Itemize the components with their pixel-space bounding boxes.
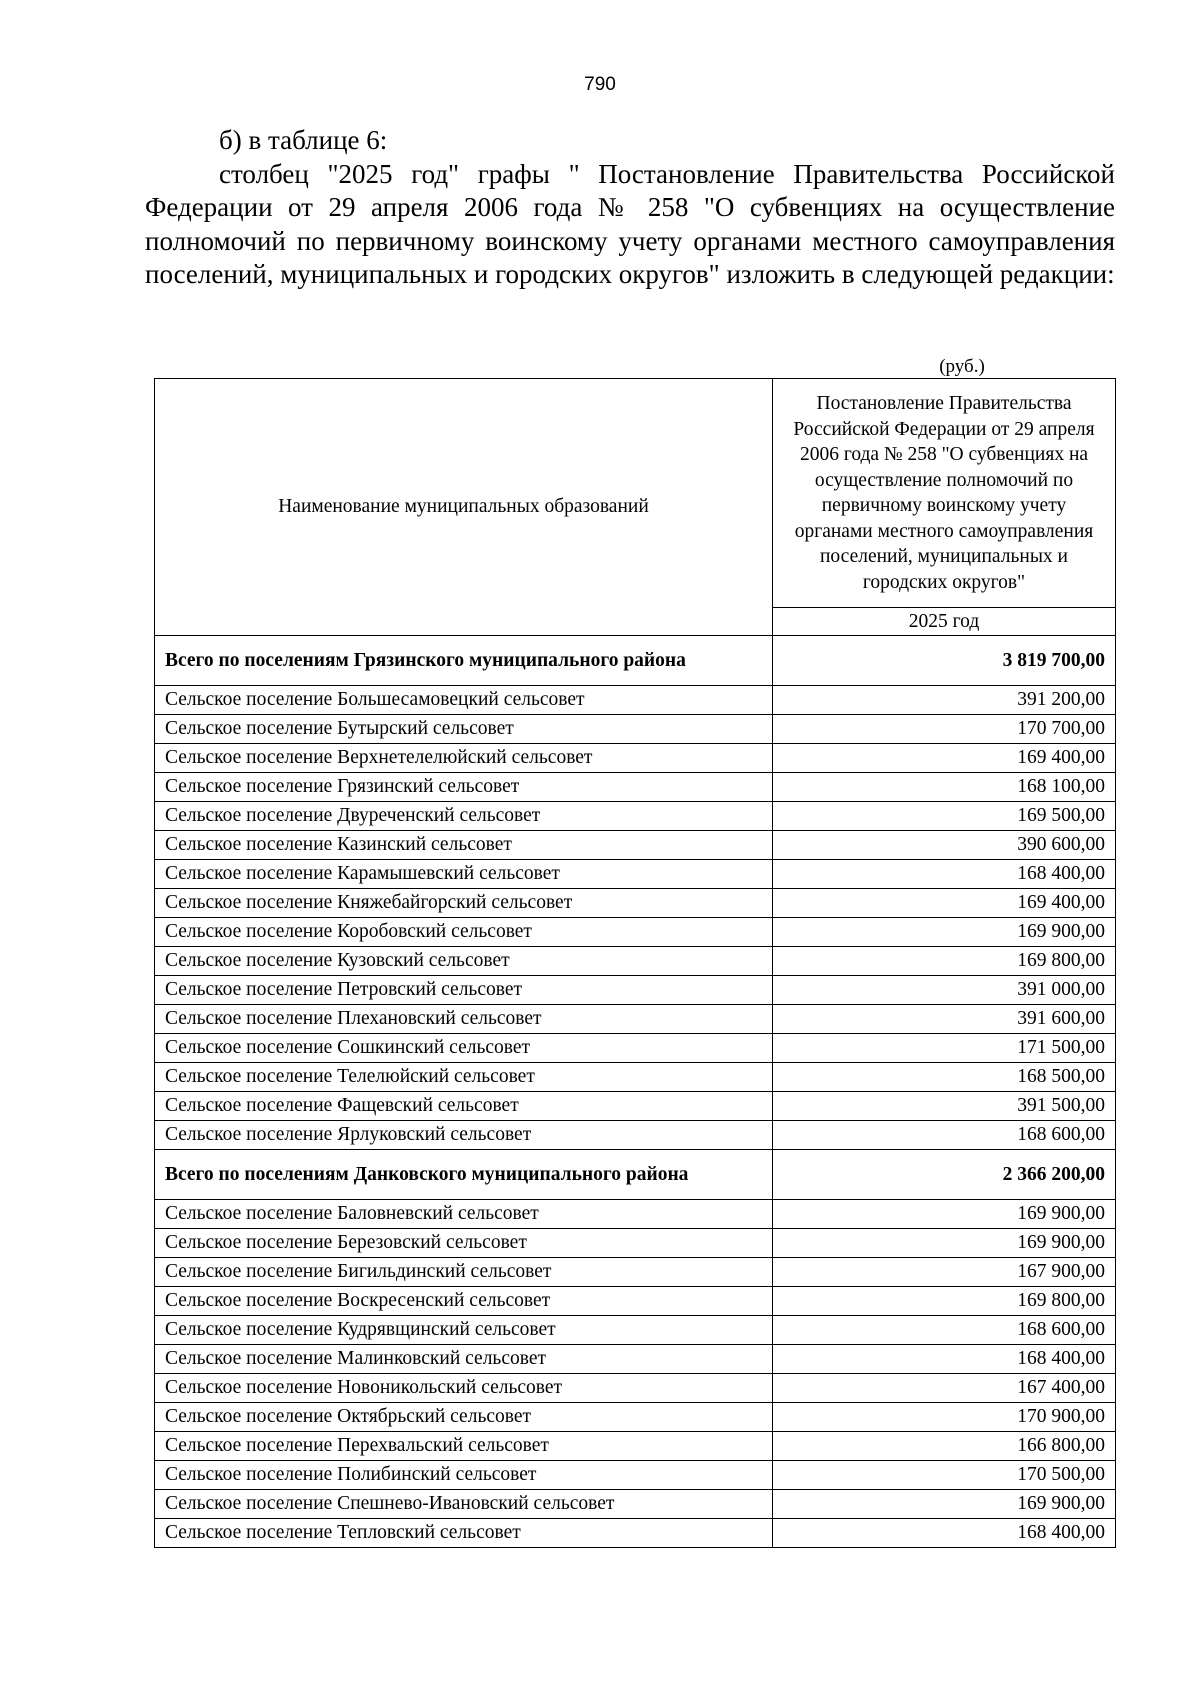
table-row [155, 744, 1116, 773]
municipality-name: Сельское поселение Кузовский сельсовет [155, 947, 773, 976]
table-row [155, 831, 1116, 860]
amount-value: 170 500,00 [773, 1461, 1116, 1490]
amount-value: 169 400,00 [773, 889, 1116, 918]
municipality-name: Сельское поселение Малинковский сельсовет [155, 1345, 773, 1374]
municipality-name: Сельское поселение Ярлуковский сельсовет [155, 1121, 773, 1150]
amount-value: 391 000,00 [773, 976, 1116, 1005]
municipality-name: Сельское поселение Перехвальский сельсовет [155, 1432, 773, 1461]
header-year-cell: 2025 год [773, 608, 1116, 636]
table-total-row [155, 1150, 1116, 1200]
intro-line: б) в таблице 6: [219, 125, 388, 155]
municipality-name: Сельское поселение Березовский сельсовет [155, 1229, 773, 1258]
municipality-name: Сельское поселение Княжебайгорский сельсовет [155, 889, 773, 918]
municipality-name: Сельское поселение Плехановский сельсовет [155, 1005, 773, 1034]
amount-value: 171 500,00 [773, 1034, 1116, 1063]
municipality-name: Сельское поселение Карамышевский сельсовет [155, 860, 773, 889]
municipality-name: Сельское поселение Сошкинский сельсовет [155, 1034, 773, 1063]
amount-value: 170 700,00 [773, 715, 1116, 744]
amount-value: 169 500,00 [773, 802, 1116, 831]
municipality-name: Сельское поселение Воскресенский сельсовет [155, 1287, 773, 1316]
amount-value: 169 900,00 [773, 1229, 1116, 1258]
amount-value: 391 500,00 [773, 1092, 1116, 1121]
municipality-name: Всего по поселениям Грязинского муниципального района [155, 636, 773, 686]
table-row [155, 976, 1116, 1005]
table-row [155, 1461, 1116, 1490]
header-name-cell: Наименование муниципальных образований [155, 379, 773, 636]
municipality-name: Сельское поселение Петровский сельсовет [155, 976, 773, 1005]
municipality-name: Сельское поселение Казинский сельсовет [155, 831, 773, 860]
table-row [155, 1121, 1116, 1150]
table-row [155, 1403, 1116, 1432]
municipality-name: Сельское поселение Спешнево-Ивановский сельсовет [155, 1490, 773, 1519]
amount-value: 391 600,00 [773, 1005, 1116, 1034]
table-row [155, 686, 1116, 715]
municipality-name: Сельское поселение Полибинский сельсовет [155, 1461, 773, 1490]
intro-paragraph: столбец "2025 год" графы " Постановление Правительства Российской Федерации от 29 апреля 2006 года № 258 "О субвенциях на осуществление полномочий по первичному воинскому учету органами местного самоуправления поселений, муниципальных и городских округов" изложить в следующей редакции: [145, 158, 1115, 289]
amount-value: 167 900,00 [773, 1258, 1116, 1287]
intro-text [145, 124, 1115, 292]
municipality-name: Сельское поселение Кудрявщинский сельсовет [155, 1316, 773, 1345]
table-total-row [155, 636, 1116, 686]
table-row [155, 1519, 1116, 1548]
header-description-cell: Постановление Правительства Российской Федерации от 29 апреля 2006 года № 258 "О субвенциях на осуществление полномочий по первичному воинскому учету органами местного самоуправления поселений, муниципальных и городских округов" [773, 379, 1116, 608]
table-row [155, 1316, 1116, 1345]
amount-value: 169 900,00 [773, 1200, 1116, 1229]
municipality-name: Сельское поселение Грязинский сельсовет [155, 773, 773, 802]
table-row [155, 1490, 1116, 1519]
amount-value: 168 600,00 [773, 1316, 1116, 1345]
municipality-name: Сельское поселение Баловневский сельсовет [155, 1200, 773, 1229]
table-row [155, 1345, 1116, 1374]
municipality-name: Сельское поселение Телелюйский сельсовет [155, 1063, 773, 1092]
amount-value: 169 800,00 [773, 947, 1116, 976]
amount-value: 168 600,00 [773, 1121, 1116, 1150]
amount-value: 168 400,00 [773, 1345, 1116, 1374]
page-number: 790 [584, 74, 616, 95]
amount-value: 169 900,00 [773, 918, 1116, 947]
table-row [155, 1432, 1116, 1461]
amount-value: 168 400,00 [773, 1519, 1116, 1548]
amount-value: 168 500,00 [773, 1063, 1116, 1092]
amount-value: 167 400,00 [773, 1374, 1116, 1403]
municipality-name: Сельское поселение Новоникольский сельсовет [155, 1374, 773, 1403]
amount-value: 166 800,00 [773, 1432, 1116, 1461]
table-row [155, 1200, 1116, 1229]
amount-value: 170 900,00 [773, 1403, 1116, 1432]
table-row [155, 1258, 1116, 1287]
amount-value: 169 800,00 [773, 1287, 1116, 1316]
municipality-name: Сельское поселение Фащевский сельсовет [155, 1092, 773, 1121]
table-row [155, 773, 1116, 802]
amount-value: 168 100,00 [773, 773, 1116, 802]
municipality-name: Сельское поселение Тепловский сельсовет [155, 1519, 773, 1548]
table-row [155, 715, 1116, 744]
table-row [155, 918, 1116, 947]
table-row [155, 1092, 1116, 1121]
municipality-name: Сельское поселение Октябрьский сельсовет [155, 1403, 773, 1432]
table-row [155, 860, 1116, 889]
amount-value: 169 400,00 [773, 744, 1116, 773]
table-row [155, 802, 1116, 831]
amount-value: 391 200,00 [773, 686, 1116, 715]
table-row [155, 1063, 1116, 1092]
table-header-row [155, 379, 1116, 608]
municipality-name: Сельское поселение Большесамовецкий сельсовет [155, 686, 773, 715]
table-row [155, 1229, 1116, 1258]
municipality-name: Сельское поселение Бигильдинский сельсовет [155, 1258, 773, 1287]
municipality-name: Сельское поселение Двуреченский сельсовет [155, 802, 773, 831]
subvention-table [154, 378, 1116, 1548]
amount-value: 2 366 200,00 [773, 1150, 1116, 1200]
amount-value: 3 819 700,00 [773, 636, 1116, 686]
table-row [155, 1374, 1116, 1403]
table-row [155, 947, 1116, 976]
table-row [155, 1287, 1116, 1316]
amount-value: 168 400,00 [773, 860, 1116, 889]
amount-value: 169 900,00 [773, 1490, 1116, 1519]
table-row [155, 1034, 1116, 1063]
municipality-name: Всего по поселениям Данковского муниципального района [155, 1150, 773, 1200]
municipality-name: Сельское поселение Коробовский сельсовет [155, 918, 773, 947]
table-row [155, 1005, 1116, 1034]
unit-label: (руб.) [939, 356, 985, 377]
municipality-name: Сельское поселение Бутырский сельсовет [155, 715, 773, 744]
municipality-name: Сельское поселение Верхнетелелюйский сельсовет [155, 744, 773, 773]
amount-value: 390 600,00 [773, 831, 1116, 860]
table-row [155, 889, 1116, 918]
